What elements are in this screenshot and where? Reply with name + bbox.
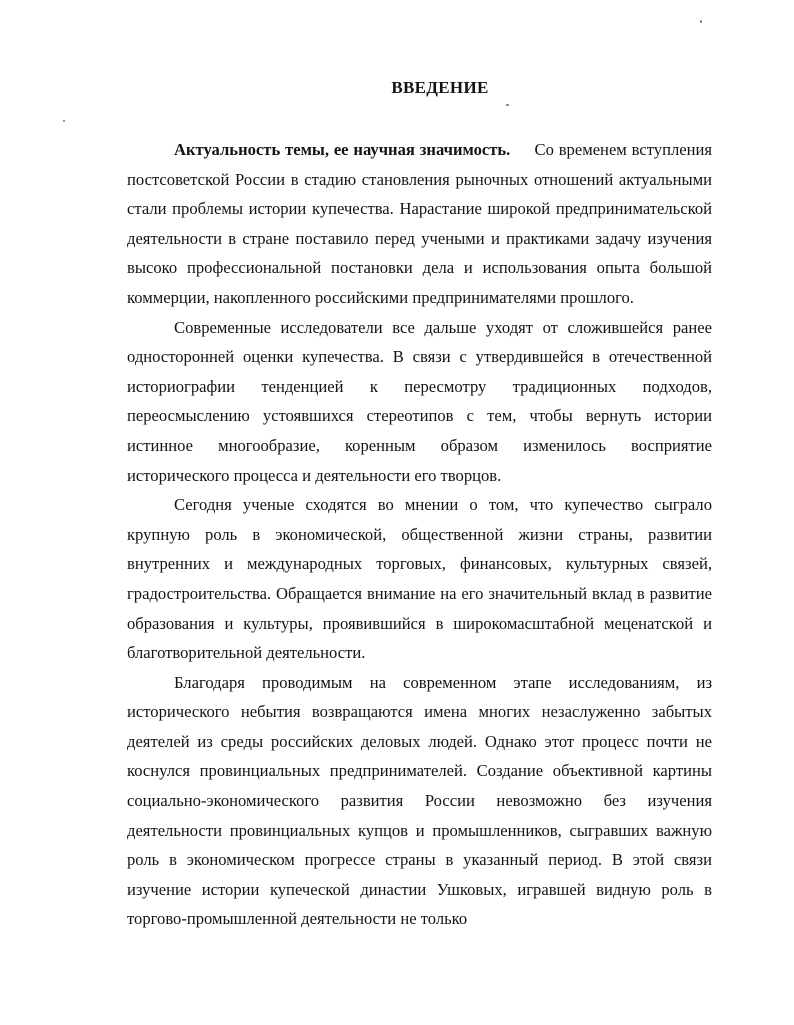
paragraph-text: Со временем вступления постсоветской России в стадию становления рыночных отношений актуальными стали проблемы истории купечества. Нарастание широкой предпринимательской деятельности в стране поставило перед учеными и практиками задачу изучения высоко профессиональной постановки дела и использования опыта большой коммерции, накопленного российскими предпринимателями прошлого. bbox=[127, 140, 712, 307]
paragraph-3: Сегодня ученые сходятся во мнении о том, что купечество сыграло крупную роль в экономической, общественной жизни страны, развитии внутренних и международных торговых, финансовых, культурных связей, градостроительства. Обращается внимание на его значительный вклад в развитие образования и культуры, проявившийся в широкомасштабной меценатской и благотворительной деятельности. bbox=[127, 495, 712, 663]
paragraph-4: Благодаря проводимым на современном этапе исследованиям, из исторического небытия возвращаются имена многих незаслуженно забытых деятелей из среды российских деловых людей. Однако этот процесс почти не коснулся провинциальных предпринимателей. Создание объективной картины социально-экономического развития России невозможно без изучения деятельности провинциальных купцов и промышленников, сыгравших важную роль в экономическом прогрессе страны в указанный период. В этой связи изучение истории купеческой династии Ушковых, игравшей видную роль в торгово-промышленной деятельности не только bbox=[127, 672, 712, 929]
page-title: ВВЕДЕНИЕ bbox=[391, 78, 489, 97]
paragraph-lead: Актуальность темы, ее научная значимость. bbox=[174, 140, 511, 159]
scan-speck bbox=[700, 20, 702, 23]
body-text bbox=[127, 135, 712, 934]
scan-speck bbox=[63, 120, 65, 122]
scan-speck bbox=[506, 104, 509, 106]
paragraph-2: Современные исследователи все дальше уходят от сложившейся ранее односторонней оценки купечества. В связи с утвердившейся в отечественной историографии тенденцией к пересмотру традиционных подходов, переосмыслению устоявшихся стереотипов с тем, чтобы вернуть истории истинное многообразие, коренным образом изменилось восприятие исторического процесса и деятельности его творцов. bbox=[127, 317, 712, 485]
paragraph-1 bbox=[127, 135, 712, 313]
